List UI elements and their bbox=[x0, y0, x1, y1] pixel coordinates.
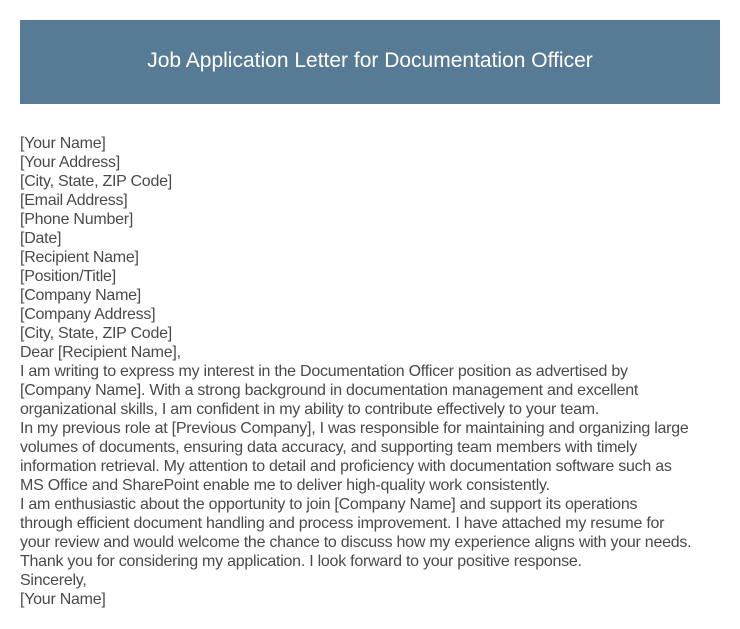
paragraph-line: information retrieval. My attention to detail and proficiency with documentation software such as bbox=[20, 458, 672, 475]
recipient-block bbox=[20, 248, 730, 343]
paragraph-thanks bbox=[20, 552, 730, 571]
recipient-name: [Recipient Name] bbox=[20, 249, 139, 266]
paragraph-line: organizational skills, I am confident in my ability to contribute effectively to your team. bbox=[20, 401, 600, 418]
paragraph-line: through efficient document handling and process improvement. I have attached my resume for bbox=[20, 515, 665, 532]
recipient-city-state-zip: [City, State, ZIP Code] bbox=[20, 325, 172, 342]
paragraph-line: your review and would welcome the chance to discuss how my experience aligns with your needs. bbox=[20, 534, 692, 551]
signature-name: [Your Name] bbox=[20, 591, 106, 608]
letter-date: [Date] bbox=[20, 230, 62, 247]
sender-phone: [Phone Number] bbox=[20, 211, 134, 228]
sender-email: [Email Address] bbox=[20, 192, 128, 209]
header-banner bbox=[20, 20, 720, 104]
paragraph-line: I am writing to express my interest in the Documentation Officer position as advertised by bbox=[20, 363, 628, 380]
recipient-position: [Position/Title] bbox=[20, 268, 116, 285]
paragraph-line: Thank you for considering my application. I look forward to your positive response. bbox=[20, 553, 582, 570]
paragraph-enthusiasm bbox=[20, 495, 730, 552]
paragraph-intro bbox=[20, 362, 730, 419]
paragraph-line: volumes of documents, ensuring data accuracy, and supporting team members with timely bbox=[20, 439, 637, 456]
sender-city-state-zip: [City, State, ZIP Code] bbox=[20, 173, 172, 190]
paragraph-line: I am enthusiastic about the opportunity to join [Company Name] and support its operations bbox=[20, 496, 638, 513]
recipient-company: [Company Name] bbox=[20, 287, 141, 304]
sender-address: [Your Address] bbox=[20, 154, 120, 171]
page-title: Job Application Letter for Documentation Officer bbox=[147, 49, 593, 72]
paragraph-line: [Company Name]. With a strong background in documentation management and excellent bbox=[20, 382, 639, 399]
sender-name: [Your Name] bbox=[20, 135, 106, 152]
recipient-address: [Company Address] bbox=[20, 306, 156, 323]
paragraph-line: In my previous role at [Previous Company], I was responsible for maintaining and organizing large bbox=[20, 420, 689, 437]
letter-body bbox=[20, 134, 730, 609]
salutation: Dear [Recipient Name], bbox=[20, 344, 181, 361]
sender-block bbox=[20, 134, 730, 229]
paragraph-experience bbox=[20, 419, 730, 495]
closing: Sincerely, bbox=[20, 572, 87, 589]
paragraph-line: MS Office and SharePoint enable me to deliver high-quality work consistently. bbox=[20, 477, 550, 494]
